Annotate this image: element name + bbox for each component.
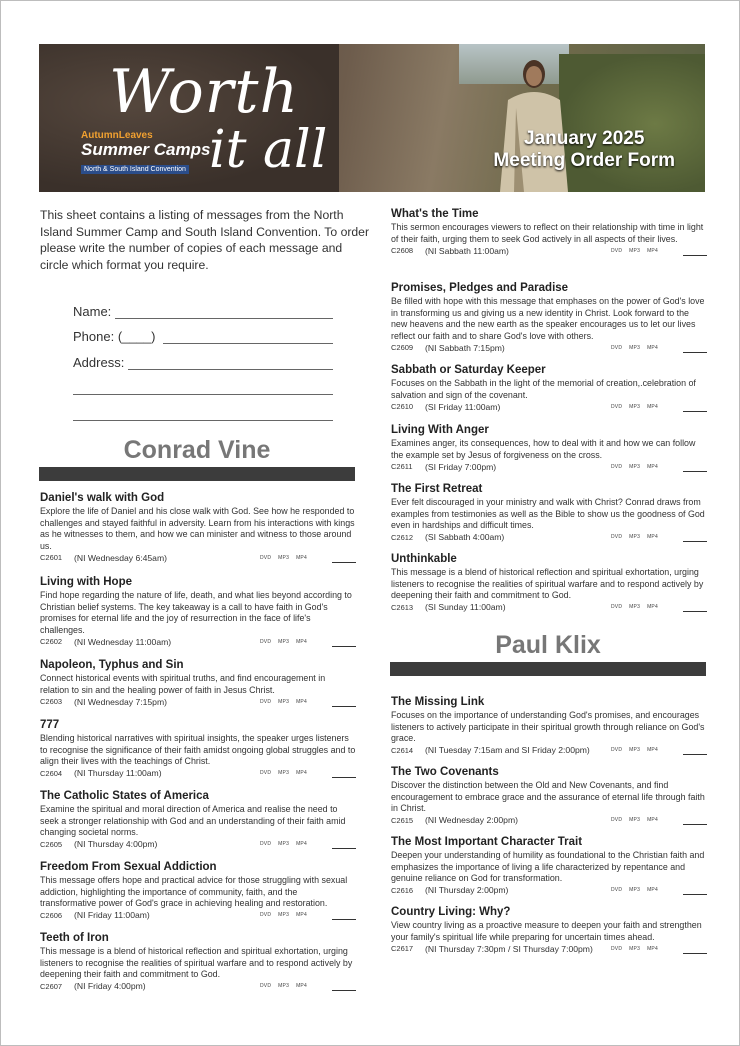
quantity-field[interactable] bbox=[683, 815, 707, 825]
format-option-mp4[interactable]: MP4 bbox=[647, 817, 658, 824]
quantity-field[interactable] bbox=[683, 532, 707, 542]
logo-main-text: Summer Camps bbox=[81, 140, 211, 159]
message-title: Teeth of Iron bbox=[40, 932, 109, 944]
format-options bbox=[611, 817, 683, 823]
message-title: Living with Hope bbox=[40, 576, 132, 588]
format-options bbox=[611, 534, 683, 540]
message-session: (NI Thursday 4:00pm) bbox=[74, 839, 158, 850]
format-option-mp3[interactable]: MP3 bbox=[278, 770, 290, 777]
message-code: C2616 bbox=[391, 885, 414, 895]
format-option-mp3[interactable]: MP3 bbox=[629, 463, 641, 470]
quantity-field[interactable] bbox=[332, 910, 356, 920]
format-options bbox=[611, 345, 683, 351]
format-option-mp4[interactable]: MP4 bbox=[647, 463, 658, 470]
message-title: The Missing Link bbox=[391, 696, 485, 708]
format-option-dvd[interactable]: DVD bbox=[611, 344, 623, 351]
phone-field[interactable] bbox=[163, 329, 333, 344]
message-description: This message is a blend of historical reflection and spiritual exhortation, urging listeners to recognise the realities of spiritual warfare and to respond actively by deepening their faith and commitment to God. bbox=[391, 567, 704, 601]
message-title: Promises, Pledges and Paradise bbox=[391, 282, 569, 294]
message-description: Blending historical narratives with spiritual insights, the speaker urges listeners to recognise the significance of their faith amidst ongoing global struggles and to align their lives with the teachings of Christ. bbox=[40, 733, 356, 767]
format-option-mp3[interactable]: MP3 bbox=[629, 534, 641, 541]
format-option-mp4[interactable]: MP4 bbox=[296, 698, 307, 705]
message-title: The Two Covenants bbox=[391, 766, 499, 778]
message-title: Living With Anger bbox=[391, 424, 489, 436]
message-order-row bbox=[40, 552, 356, 563]
quantity-field[interactable] bbox=[332, 981, 356, 991]
format-options bbox=[611, 747, 683, 753]
quantity-field[interactable] bbox=[683, 944, 707, 954]
message-code: C2602 bbox=[40, 637, 63, 647]
quantity-field[interactable] bbox=[683, 462, 707, 472]
speaker-heading-conrad-vine: Conrad Vine bbox=[123, 436, 271, 464]
format-option-dvd[interactable]: DVD bbox=[611, 247, 623, 254]
format-option-mp4[interactable]: MP4 bbox=[647, 534, 658, 541]
message-order-row bbox=[391, 943, 707, 954]
format-options bbox=[611, 887, 683, 893]
message-session: (SI Sunday 11:00am) bbox=[425, 602, 506, 613]
message-title: 777 bbox=[40, 719, 60, 731]
message-description: Deepen your understanding of humility as foundational to the Christian faith and emphasizes the importance of living a life characterized by repentance and genuine reliance on God for transformation. bbox=[391, 850, 705, 884]
quantity-field[interactable] bbox=[332, 697, 356, 707]
message-order-row bbox=[391, 815, 707, 826]
message-item bbox=[40, 789, 356, 850]
message-order-row bbox=[40, 636, 356, 647]
format-option-dvd[interactable]: DVD bbox=[260, 983, 272, 990]
message-session: (NI Friday 11:00am) bbox=[74, 910, 150, 921]
message-description: This message is a blend of historical reflection and spiritual exhortation, urging listeners to recognise the realities of spiritual warfare and to respond actively by deepening their faith and commitment to God. bbox=[40, 946, 353, 980]
message-title: Unthinkable bbox=[391, 553, 457, 565]
camps-logo bbox=[81, 130, 211, 176]
message-session: (NI Thursday 2:00pm) bbox=[425, 885, 509, 896]
format-options bbox=[260, 841, 332, 847]
message-session: (NI Tuesday 7:15am and SI Friday 2:00pm) bbox=[425, 745, 590, 756]
message-item bbox=[391, 363, 707, 412]
format-option-mp3[interactable]: MP3 bbox=[278, 638, 290, 645]
contact-form bbox=[73, 293, 333, 421]
message-description: Examine the spiritual and moral direction of America and realise the need to seek a stronger relationship with God and an understanding of their faith amid changing societal norms. bbox=[40, 804, 346, 838]
message-item bbox=[391, 423, 707, 472]
banner-form-title: Meeting Order Form bbox=[493, 150, 675, 171]
address-field-3[interactable] bbox=[73, 406, 333, 421]
format-option-mp4[interactable]: MP4 bbox=[647, 344, 658, 351]
address-row bbox=[73, 344, 333, 370]
message-session: (SI Friday 7:00pm) bbox=[425, 461, 497, 472]
message-code: C2615 bbox=[391, 815, 414, 825]
message-title: Freedom From Sexual Addiction bbox=[40, 861, 217, 873]
format-option-dvd[interactable]: DVD bbox=[260, 841, 272, 848]
message-order-row bbox=[40, 839, 356, 850]
speaker-heading-paul-klix: Paul Klix bbox=[495, 631, 601, 659]
message-item bbox=[391, 905, 707, 954]
message-code: C2606 bbox=[40, 910, 63, 920]
format-option-dvd[interactable]: DVD bbox=[260, 698, 272, 705]
message-order-row bbox=[391, 245, 707, 256]
format-option-mp4[interactable]: MP4 bbox=[647, 887, 658, 894]
name-row bbox=[73, 293, 333, 319]
format-option-dvd[interactable]: DVD bbox=[611, 747, 623, 754]
message-item bbox=[40, 575, 356, 647]
message-session: (NI Friday 4:00pm) bbox=[74, 981, 146, 992]
banner-title-it-all: it all bbox=[209, 120, 328, 180]
name-field[interactable] bbox=[115, 304, 333, 319]
message-session: (NI Sabbath 7:15pm) bbox=[425, 342, 505, 353]
format-option-dvd[interactable]: DVD bbox=[260, 554, 272, 561]
quantity-field[interactable] bbox=[683, 885, 707, 895]
message-item bbox=[40, 860, 356, 921]
quantity-field[interactable] bbox=[683, 745, 707, 755]
banner-month: January 2025 bbox=[524, 128, 645, 149]
message-order-row bbox=[391, 532, 707, 543]
message-session: (NI Thursday 11:00am) bbox=[74, 768, 162, 779]
format-option-mp4[interactable]: MP4 bbox=[647, 945, 658, 952]
message-description: View country living as a proactive measure to deepen your faith and strengthen your family's spiritual life while preparing for uncertain times ahead. bbox=[391, 920, 702, 942]
message-order-row bbox=[391, 461, 707, 472]
format-option-mp3[interactable]: MP3 bbox=[629, 247, 641, 254]
format-option-dvd[interactable]: DVD bbox=[611, 604, 623, 611]
intro-text: This sheet contains a listing of messages from the North Island Summer Camp and South Island Convention. To order please write the number of copies of each message and circle which format you require. bbox=[40, 208, 370, 272]
message-code: C2603 bbox=[40, 697, 63, 707]
logo-sub-text: North & South Island Convention bbox=[81, 165, 189, 174]
message-title: Country Living: Why? bbox=[391, 906, 511, 918]
message-session: (NI Sabbath 11:00am) bbox=[425, 245, 509, 256]
format-option-mp4[interactable]: MP4 bbox=[296, 912, 307, 919]
format-options bbox=[260, 983, 332, 989]
format-option-mp3[interactable]: MP3 bbox=[629, 344, 641, 351]
format-option-dvd[interactable]: DVD bbox=[611, 463, 623, 470]
address-field-2[interactable] bbox=[73, 380, 333, 395]
quantity-field[interactable] bbox=[332, 768, 356, 778]
format-options bbox=[611, 404, 683, 410]
message-order-row bbox=[40, 768, 356, 779]
message-code: C2605 bbox=[40, 839, 63, 849]
message-title: What's the Time bbox=[391, 208, 479, 220]
message-title: The First Retreat bbox=[391, 483, 483, 495]
format-option-mp4[interactable]: MP4 bbox=[296, 638, 307, 645]
message-description: Examines anger, its consequences, how to deal with it and how we can follow the example set by Jesus of forgiveness on the cross. bbox=[391, 438, 696, 460]
format-option-dvd[interactable]: DVD bbox=[611, 403, 623, 410]
message-description: This message offers hope and practical advice for those struggling with sexual addiction, highlighting the importance of community, faith, and the transformative power of God's grace in achieving healing and restoration. bbox=[40, 875, 348, 909]
message-code: C2607 bbox=[40, 981, 63, 991]
phone-row bbox=[73, 319, 333, 345]
format-option-mp4[interactable]: MP4 bbox=[296, 770, 307, 777]
speaker-divider-bar bbox=[390, 662, 706, 676]
format-option-mp3[interactable]: MP3 bbox=[278, 912, 290, 919]
quantity-field[interactable] bbox=[683, 602, 707, 612]
format-option-mp3[interactable]: MP3 bbox=[629, 604, 641, 611]
message-description: Focuses on the importance of understanding God's promises, and encourages listeners to actively participate in their spiritual growth through reliance on God's grace. bbox=[391, 710, 705, 744]
format-option-mp4[interactable]: MP4 bbox=[296, 983, 307, 990]
banner-title-worth: Worth bbox=[109, 57, 300, 127]
format-option-dvd[interactable]: DVD bbox=[611, 945, 623, 952]
message-code: C2617 bbox=[391, 944, 414, 954]
format-option-mp4[interactable]: MP4 bbox=[647, 403, 658, 410]
message-description: Explore the life of Daniel and his close walk with God. See how he responded to challenges and stayed faithful in adversity. Learn from his interactions with kings as he witnesses to them, and how we can minister and witness to those around us. bbox=[40, 506, 355, 551]
message-description: This sermon encourages viewers to reflect on their relationship with time in light of their faith, urging them to seek God actively in all aspects of their lives. bbox=[391, 222, 704, 244]
message-code: C2604 bbox=[40, 768, 63, 778]
quantity-field[interactable] bbox=[683, 246, 707, 256]
message-description: Discover the distinction between the Old and New Covenants, and find encouragement to embrace grace and the assurance of eternal life through faith in Christ. bbox=[391, 780, 705, 814]
message-session: (SI Friday 11:00am) bbox=[425, 401, 501, 412]
message-code: C2601 bbox=[40, 553, 63, 563]
format-option-mp3[interactable]: MP3 bbox=[278, 841, 290, 848]
format-option-mp3[interactable]: MP3 bbox=[629, 887, 641, 894]
message-title: Sabbath or Saturday Keeper bbox=[391, 364, 546, 376]
message-description: Ever felt discouraged in your ministry and walk with Christ? Conrad draws from examples from testimonies as well as the Bible to show us the goodness of God even in hardships and difficult times. bbox=[391, 497, 705, 531]
quantity-field[interactable] bbox=[332, 553, 356, 563]
message-code: C2612 bbox=[391, 532, 414, 542]
message-code: C2610 bbox=[391, 402, 414, 412]
quantity-field[interactable] bbox=[683, 402, 707, 412]
message-code: C2608 bbox=[391, 246, 414, 256]
logo-top-text: AutumnLeaves bbox=[81, 130, 153, 141]
speaker-divider-bar bbox=[39, 467, 355, 481]
message-title: Daniel's walk with God bbox=[40, 492, 165, 504]
format-options bbox=[611, 604, 683, 610]
format-option-mp4[interactable]: MP4 bbox=[296, 841, 307, 848]
message-item bbox=[40, 718, 356, 779]
format-options bbox=[260, 699, 332, 705]
format-options bbox=[611, 946, 683, 952]
message-code: C2614 bbox=[391, 745, 414, 755]
message-order-row bbox=[40, 910, 356, 921]
phone-label: Phone: (____) bbox=[73, 329, 156, 344]
format-option-mp4[interactable]: MP4 bbox=[296, 554, 307, 561]
message-order-row bbox=[391, 602, 707, 613]
message-session: (SI Sabbath 4:00am) bbox=[425, 532, 505, 543]
format-option-mp3[interactable]: MP3 bbox=[278, 554, 290, 561]
header-banner bbox=[39, 44, 705, 192]
format-option-dvd[interactable]: DVD bbox=[260, 912, 272, 919]
format-option-mp3[interactable]: MP3 bbox=[629, 747, 641, 754]
address-row-2 bbox=[73, 370, 333, 396]
message-item bbox=[391, 695, 707, 756]
message-session: (NI Thursday 7:30pm / SI Thursday 7:00pm) bbox=[425, 943, 593, 954]
format-options bbox=[260, 912, 332, 918]
message-order-row bbox=[391, 342, 707, 353]
format-option-mp3[interactable]: MP3 bbox=[629, 945, 641, 952]
format-option-mp4[interactable]: MP4 bbox=[647, 604, 658, 611]
message-item bbox=[40, 658, 356, 707]
quantity-field[interactable] bbox=[332, 637, 356, 647]
format-option-mp3[interactable]: MP3 bbox=[629, 403, 641, 410]
message-description: Focuses on the Sabbath in the light of the memorial of creation,.celebration of salvation and sign of the covenant. bbox=[391, 378, 696, 400]
message-item bbox=[391, 765, 707, 826]
message-item bbox=[40, 931, 356, 992]
address-field[interactable] bbox=[128, 355, 333, 370]
format-option-mp3[interactable]: MP3 bbox=[278, 698, 290, 705]
message-code: C2611 bbox=[391, 462, 413, 472]
message-code: C2613 bbox=[391, 602, 414, 612]
format-options bbox=[260, 770, 332, 776]
message-session: (NI Wednesday 7:15pm) bbox=[74, 696, 167, 707]
format-option-dvd[interactable]: DVD bbox=[260, 770, 272, 777]
message-item bbox=[391, 482, 707, 543]
banner-form-heading bbox=[493, 128, 675, 172]
format-option-dvd[interactable]: DVD bbox=[260, 638, 272, 645]
message-description: Connect historical events with spiritual truths, and find encouragement in relation to sin and the healing power of faith in Jesus Christ. bbox=[40, 673, 326, 695]
message-order-row bbox=[391, 401, 707, 412]
message-description: Find hope regarding the nature of life, death, and what lies beyond according to Christian belief systems. The key takeaway is a call to have faith in God's promises for eternal life and the joy of resurrection in the face of life's challenges. bbox=[40, 590, 352, 635]
message-title: The Catholic States of America bbox=[40, 790, 209, 802]
message-item bbox=[391, 281, 707, 353]
format-option-dvd[interactable]: DVD bbox=[611, 887, 623, 894]
format-options bbox=[260, 639, 332, 645]
message-order-row bbox=[40, 696, 356, 707]
message-item bbox=[40, 491, 356, 563]
message-code: C2609 bbox=[391, 343, 414, 353]
format-option-mp3[interactable]: MP3 bbox=[278, 983, 290, 990]
name-label: Name: bbox=[73, 303, 112, 319]
format-options bbox=[260, 555, 332, 561]
address-row-3 bbox=[73, 395, 333, 421]
message-description: Be filled with hope with this message that emphases on the power of God's love in transforming us and giving us a new identity in Christ. Look forward to the new heavens and the new earth as the speaker encourages us to let our lives reflect our faith and to share God's love with others. bbox=[391, 296, 705, 341]
message-session: (NI Wednesday 2:00pm) bbox=[425, 815, 518, 826]
quantity-field[interactable] bbox=[332, 839, 356, 849]
message-order-row bbox=[391, 885, 707, 896]
message-item bbox=[391, 552, 707, 613]
message-order-row bbox=[391, 745, 707, 756]
format-options bbox=[611, 248, 683, 254]
format-option-mp4[interactable]: MP4 bbox=[647, 247, 658, 254]
message-title: The Most Important Character Trait bbox=[391, 836, 583, 848]
message-item bbox=[391, 835, 707, 896]
format-option-mp4[interactable]: MP4 bbox=[647, 747, 658, 754]
format-options bbox=[611, 464, 683, 470]
message-order-row bbox=[40, 981, 356, 992]
message-session: (NI Wednesday 6:45am) bbox=[74, 552, 167, 563]
format-option-mp3[interactable]: MP3 bbox=[629, 817, 641, 824]
format-option-dvd[interactable]: DVD bbox=[611, 534, 623, 541]
message-session: (NI Wednesday 11:00am) bbox=[74, 636, 172, 647]
quantity-field[interactable] bbox=[683, 343, 707, 353]
format-option-dvd[interactable]: DVD bbox=[611, 817, 623, 824]
message-title: Napoleon, Typhus and Sin bbox=[40, 659, 184, 671]
address-label: Address: bbox=[73, 354, 125, 370]
message-item bbox=[391, 207, 707, 256]
